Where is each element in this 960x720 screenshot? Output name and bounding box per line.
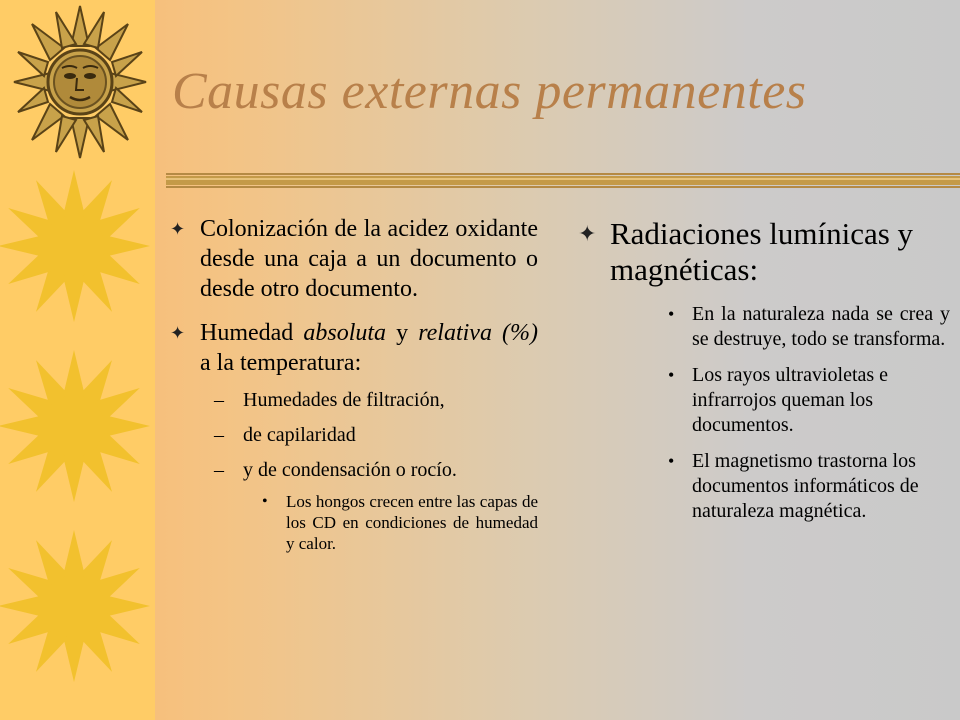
sun-icon	[0, 528, 156, 684]
list-item	[170, 214, 538, 304]
sub-list-item: – y de condensación o rocío.	[214, 459, 457, 481]
star-bullet-icon: ✦	[578, 221, 597, 246]
left-column	[170, 214, 538, 554]
sub-sub-list-item: • Los hongos crecen entre las capas de los CD en condiciones de humedad y calor.	[262, 492, 538, 553]
right-column	[578, 216, 950, 524]
list-item-text: Colonización de la acidez oxidante desde una caja a un documento o desde otro documento.	[200, 216, 538, 302]
star-bullet-icon: ✦	[170, 323, 186, 343]
sun-face-icon	[10, 4, 150, 164]
slide-title: Causas externas permanentes	[172, 63, 807, 120]
star-bullet-icon: ✦	[170, 219, 186, 239]
list-item	[170, 318, 538, 378]
sun-icon	[0, 348, 156, 504]
sub-list-item: – Humedades de filtración,	[214, 389, 445, 411]
list-item	[578, 216, 950, 288]
sub-list-item: • Los rayos ultravioletas e infrarrojos queman los documentos.	[668, 364, 889, 436]
sub-list-item: – de capilaridad	[214, 424, 356, 446]
sub-list-item: • En la naturaleza nada se crea y se destruye, todo se transforma.	[668, 303, 950, 350]
list-item-text: Humedad absoluta y relativa (%) a la temperatura:	[200, 320, 539, 376]
sub-list-item: • El magnetismo trastorna los documentos informáticos de naturaleza magnética.	[668, 450, 919, 522]
title-divider	[166, 172, 960, 190]
sun-icon	[0, 168, 156, 324]
list-item-heading: Radiaciones lumínicas y magnéticas:	[610, 216, 914, 287]
